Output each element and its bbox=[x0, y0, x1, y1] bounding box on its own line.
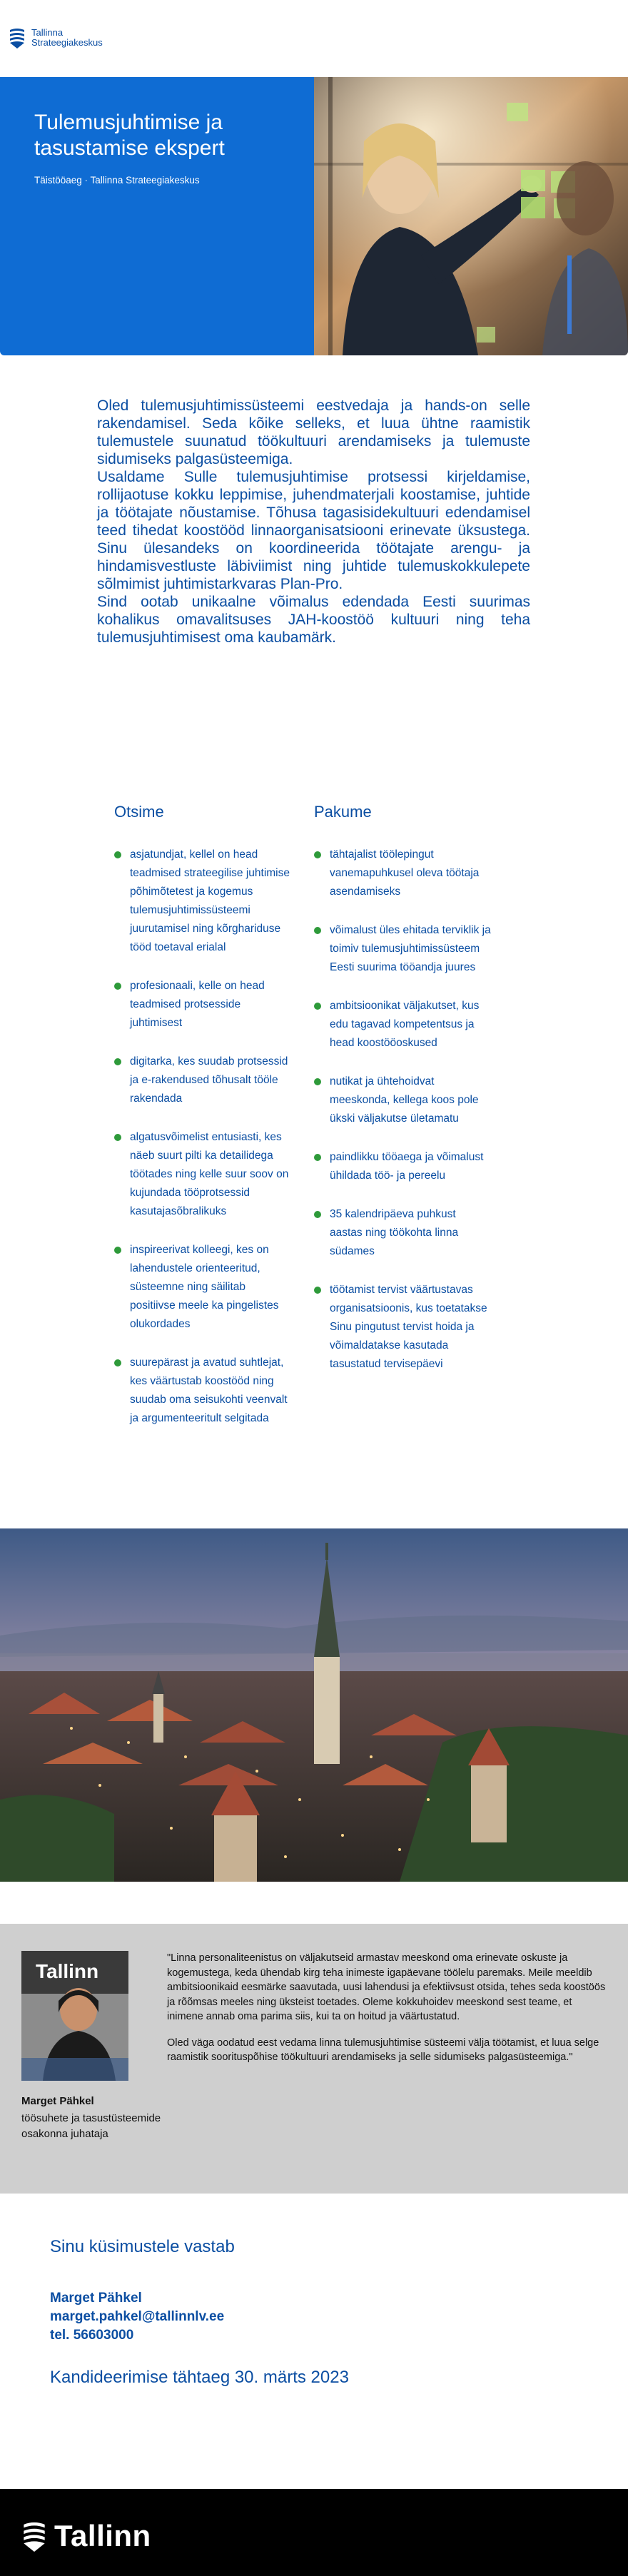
seek-title: Otsime bbox=[114, 803, 164, 821]
header bbox=[0, 0, 628, 77]
offer-item-1: tähtajalist töölepingut vanemapuhkusel oleva töötaja asendamiseks bbox=[330, 848, 480, 898]
job-intro bbox=[97, 397, 530, 646]
old-town-skyline-image bbox=[0, 1528, 628, 1882]
intro-paragraph-3: Sind ootab unikaalne võimalus edendada Eesti suurimas kohalikus omavalitsuses JAH-koostöö kultuuri ning teha tulemusjuhtimisest oma kaubamärk. bbox=[97, 594, 530, 646]
logo-line-2: Strateegiakeskus bbox=[31, 37, 103, 48]
offer-item-3: ambitsioonikat väljakutset, kus edu tagavad kompetentsus ja head koostööoskused bbox=[330, 1000, 480, 1049]
list-item bbox=[314, 846, 491, 901]
seek-item-1: asjatundjat, kellel on head teadmised strateegilise juhtimise põhimõtetest ja kogemus tulemusjuhtimissüsteemi juurutamisel ning kõrghariduse tööd toetaval erialal bbox=[130, 848, 290, 953]
tallinn-old-town-photo bbox=[0, 1528, 628, 1882]
intro-paragraph-1: Oled tulemusjuhtimissüsteemi eestvedaja ja hands-on selle rakendamisel. Seda kõike selleks, et luua ühtne raamistik tulemustele suunatud töökultuuri arendamiseks ja tulemuste sidumiseks palgasüsteemiga. bbox=[97, 397, 530, 467]
employee-quote-section bbox=[0, 1924, 628, 2194]
footer bbox=[0, 2489, 628, 2576]
contact-email[interactable]: marget.pahkel@tallinnlv.ee bbox=[50, 2309, 225, 2324]
intro-paragraph-2: Usaldame Sulle tulemusjuhtimise protsessi kirjeldamise, rollijaotuse kokku leppimise, juhendmaterjali koostamise, juhtide ja töötajate nõustamise. Tõhusa tagasisidekultuuri edendamisel teed tihedat koostööd linnaorganisatsiooni erinevate üksustega. Sinu ülesandeks on koordineerida töötajate arengu- ja hindamisvestluste läbiviimist ning juhtide tulemuskokkulepete sõlmimist juhtimistarkvaras Plan-Pro. bbox=[97, 469, 530, 592]
strategy-centre-logo[interactable] bbox=[9, 27, 103, 49]
list-item bbox=[114, 1053, 291, 1108]
footer-wordmark: Tallinn bbox=[54, 2519, 151, 2552]
seek-list bbox=[114, 846, 314, 1428]
seek-item-5: inspireerivat kolleegi, kes on lahendustele orienteeritud, süsteemne ning säilitab positiivse meele ka pingelistes olukordades bbox=[130, 1244, 279, 1330]
requirements-and-offers bbox=[114, 803, 514, 1448]
seek-column bbox=[114, 803, 314, 1448]
offer-list bbox=[314, 846, 514, 1374]
quote-text bbox=[167, 1951, 606, 2076]
quote-paragraph-1: "Linna personaliteenistus on väljakutseid armastav meeskond oma erinevate oskuste ja kogemustega, keda ühendab kirg teha inimeste igapäevane töölelu paremaks. Meile meeldib ambitsioonikaid eesmärke saavutada, uusi lahendusi ja efektiivsust otsida, tehes seda koostöös ja rõõmsas meeles ning üksteist toetades. Oleme kokkuhoidev meeskond sest teame, et inimene annab oma parima siis, kui ta on hoitud ja väärtustatud. bbox=[167, 1952, 606, 2022]
manager-photo bbox=[21, 1951, 128, 2081]
list-item bbox=[314, 997, 491, 1053]
hero-photo bbox=[314, 77, 628, 355]
bullet-icon bbox=[314, 1078, 321, 1085]
list-item bbox=[314, 921, 491, 977]
manager-role: töösuhete ja tasustüsteemide osakonna juhataja bbox=[21, 2112, 161, 2140]
application-deadline: Kandideerimise tähtaeg 30. märts 2023 bbox=[50, 2368, 349, 2387]
logo-text bbox=[31, 28, 103, 48]
job-meta: Täistööaeg · Tallinna Strateegiakeskus bbox=[34, 175, 200, 186]
seek-item-6: suurepärast ja avatud suhtlejat, kes väärtustab koostööd ning suudab oma seisukohti veenvalt ja argumenteeritult selgitada bbox=[130, 1357, 288, 1424]
seek-item-3: digitarka, kes suudab protsessid ja e-rakendused tõhusalt tööle rakendada bbox=[130, 1055, 288, 1105]
offer-item-4: nutikat ja ühtehoidvat meeskonda, kellega koos pole ükski väljakutse ületamatu bbox=[330, 1075, 479, 1125]
bullet-icon bbox=[314, 851, 321, 858]
bullet-icon bbox=[114, 1359, 121, 1366]
offer-item-5: paindlikku tööaega ja võimalust ühildada töö- ja pereelu bbox=[330, 1151, 484, 1182]
bullet-icon bbox=[114, 1134, 121, 1141]
photo-backdrop-logo: Tallinn bbox=[36, 1960, 99, 1982]
quote-paragraph-2: Oled väga oodatud eest vedama linna tulemusjuhtimise süsteemi välja töötamist, et luua selge raamistik soorituspõhise töökultuuri arendamiseks ja selle sidumiseks palgasüsteemiga." bbox=[167, 2037, 599, 2063]
manager-name: Marget Pähkel bbox=[21, 2095, 94, 2107]
bullet-icon bbox=[114, 983, 121, 990]
contact-name: Marget Pähkel bbox=[50, 2291, 142, 2306]
bullet-icon bbox=[314, 1154, 321, 1161]
list-item bbox=[314, 1281, 491, 1374]
contact-phone[interactable]: tel. 56603000 bbox=[50, 2328, 134, 2343]
seek-item-2: profesionaali, kelle on head teadmised protsesside juhtimisest bbox=[130, 980, 265, 1029]
list-item bbox=[114, 977, 291, 1033]
contact-details bbox=[50, 2289, 224, 2345]
tallinn-crest-icon bbox=[9, 27, 26, 49]
list-item bbox=[314, 1073, 491, 1128]
bullet-icon bbox=[114, 851, 121, 858]
offer-item-7: töötamist tervist väärtustavas organisatsioonis, kus toetatakse Sinu pingutust tervist hoida ja võimaldatakse kasutada tasustatud tervisepäevi bbox=[330, 1284, 487, 1370]
hero-banner bbox=[0, 77, 628, 355]
job-title: Tulemusjuhtimise ja tasustamise ekspert bbox=[34, 111, 225, 160]
bullet-icon bbox=[314, 927, 321, 934]
offer-title: Pakume bbox=[314, 803, 372, 821]
offer-item-6: 35 kalendripäeva puhkust aastas ning töökohta linna südames bbox=[330, 1208, 459, 1257]
woman-at-glass-board-image bbox=[314, 77, 628, 355]
tallinn-crest-icon bbox=[21, 2520, 47, 2552]
list-item bbox=[114, 1354, 291, 1428]
offer-column bbox=[314, 803, 514, 1448]
hero-blue-panel bbox=[0, 77, 314, 355]
list-item bbox=[314, 1148, 491, 1185]
offer-item-2: võimalust üles ehitada terviklik ja toimiv tulemusjuhtimissüsteem Eesti suurima tööandja juures bbox=[330, 924, 491, 973]
logo-line-1: Tallinna bbox=[31, 27, 64, 38]
list-item bbox=[114, 1241, 291, 1334]
tallinn-footer-logo[interactable] bbox=[21, 2519, 151, 2553]
bullet-icon bbox=[314, 1287, 321, 1294]
bullet-icon bbox=[114, 1247, 121, 1254]
contact-title: Sinu küsimustele vastab bbox=[50, 2237, 235, 2256]
list-item bbox=[314, 1205, 491, 1261]
seek-item-4: algatusvõimelist entusiasti, kes näeb suurt pilti ka detailidega töötades ning kelle suur soov on kujundada tööprotsessid kasutajasõbralikuks bbox=[130, 1131, 289, 1217]
bullet-icon bbox=[314, 1003, 321, 1010]
bullet-icon bbox=[314, 1211, 321, 1218]
list-item bbox=[114, 1128, 291, 1221]
bullet-icon bbox=[114, 1058, 121, 1065]
manager-portrait-image bbox=[21, 1951, 128, 2081]
list-item bbox=[114, 846, 291, 957]
